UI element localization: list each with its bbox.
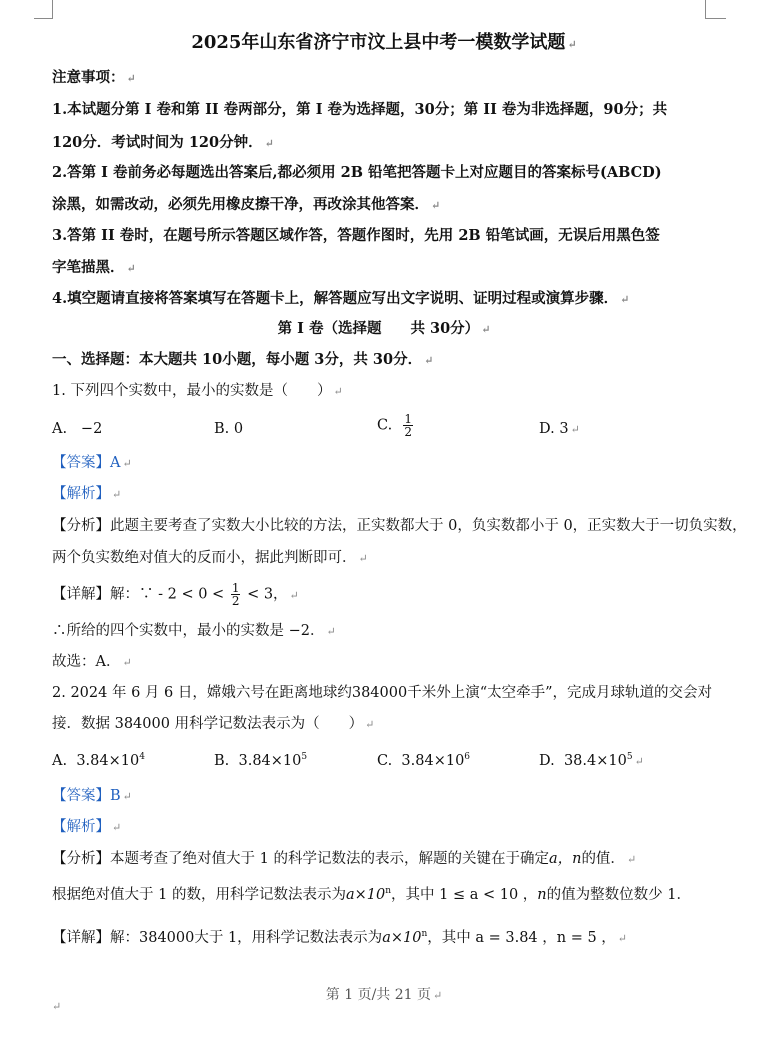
page-footer: 第 1 页/共 21 页 ↵ <box>325 987 443 1003</box>
q2-analysis: 【分析】本题考查了绝对值大于 1 的科学记数法的表示，解题的关键在于确定a，n的值． ↵ <box>52 851 637 867</box>
part-heading: 第 I 卷（选择题 共 30分） ↵ <box>277 320 491 337</box>
q1-analysis-tag: 【解析】 ↵ <box>52 486 122 502</box>
question-2-stem-line-2: 接．数据 384000 用科学记数法表示为（ ） ↵ <box>52 716 375 732</box>
q2-option-d: D. $38.4\times 10^5$ ↵ <box>539 752 644 769</box>
question-1-stem: 1. 下列四个实数中，最小的实数是（ ） ↵ <box>52 383 343 399</box>
q1-choice: 故选：A． ↵ <box>52 654 132 670</box>
page-title: 2025年山东省济宁市汶上县中考一模数学试题 ↵ <box>191 32 577 53</box>
notice-3-line-1: 3.答第 II 卷时，在题号所示答题区域作答，答题作图时，先用 2B 铅笔试画，无误后用黑色签 <box>52 227 660 244</box>
q1-detail: 【详解】解：∵ - 2 < 0 < $\frac{1}{2}$ < 3， ↵ <box>52 581 299 608</box>
section-heading: 一、选择题：本大题共 10小题，每小题 3分，共 30分． ↵ <box>52 351 434 368</box>
q2-rule: 根据绝对值大于 1 的数，用科学记数法表示为$a\times 10^n$，其中 1 ≤ a < 10 ，n的值为整数位数少 1． <box>52 886 691 903</box>
q1-option-c: C. $\frac{1}{2}$ <box>377 412 413 439</box>
paragraph-mark: ↵ <box>52 1000 62 1013</box>
q2-option-a: A. $3.84\times 10^4$ <box>52 752 145 769</box>
fraction-one-half: $\frac{1}{2}$ <box>404 412 413 439</box>
notice-2-line-1: 2.答第 I 卷前务必每题选出答案后,都必须用 2B 铅笔把答题卡上对应题目的答案标号(ABCD) <box>52 164 662 181</box>
q1-answer: 【答案】A ↵ <box>52 455 132 471</box>
crop-mark-top-right <box>705 0 726 19</box>
q1-conclusion: ∴所给的四个实数中，最小的实数是 −2． ↵ <box>52 623 336 639</box>
q1-analysis-line-1: 【分析】此题主要考查了实数大小比较的方法，正实数都大于 0，负实数都小于 0，正实数大于一切负实数， <box>52 518 747 534</box>
notice-2-line-2: 涂黑，如需改动，必须先用橡皮擦干净，再改涂其他答案． ↵ <box>52 196 441 213</box>
q2-answer: 【答案】B ↵ <box>52 788 132 804</box>
notice-1-line-2: 120分．考试时间为 120分钟． ↵ <box>52 134 274 151</box>
notice-4: 4.填空题请直接将答案填写在答题卡上，解答题应写出文字说明、证明过程或演算步骤． ↵ <box>52 290 630 307</box>
notice-heading: 注意事项： ↵ <box>52 69 136 86</box>
notice-1-line-1: 1.本试题分第 I 卷和第 II 卷两部分，第 I 卷为选择题，30分；第 II 卷为非选择题，90分；共 <box>52 101 668 118</box>
question-2-stem-line-1: 2. 2024 年 6 月 6 日，嫦娥六号在距离地球约384000千米外上演“太空牵手”，完成月球轨道的交会对 <box>52 685 713 701</box>
fraction-detail-half: $\frac{1}{2}$ <box>231 581 240 608</box>
q1-option-b: B. 0 <box>214 421 244 437</box>
q1-analysis-line-2: 两个负实数绝对值大的反而小，据此判断即可． ↵ <box>52 550 368 566</box>
crop-mark-top-left <box>34 0 53 19</box>
notice-3-line-2: 字笔描黑． ↵ <box>52 259 136 276</box>
q1-option-d: D. 3 ↵ <box>539 421 580 437</box>
q2-option-b: B. $3.84\times 10^5$ <box>214 752 308 769</box>
q2-detail: 【详解】解：384000大于 1，用科学记数法表示为$a\times 10^n$，其中 a = 3.84 ，n = 5 ， ↵ <box>52 929 628 946</box>
q2-option-c: C. $3.84\times 10^6$ <box>377 752 471 769</box>
q1-option-a: A. −2 <box>52 421 103 437</box>
q2-analysis-tag: 【解析】 ↵ <box>52 819 122 835</box>
